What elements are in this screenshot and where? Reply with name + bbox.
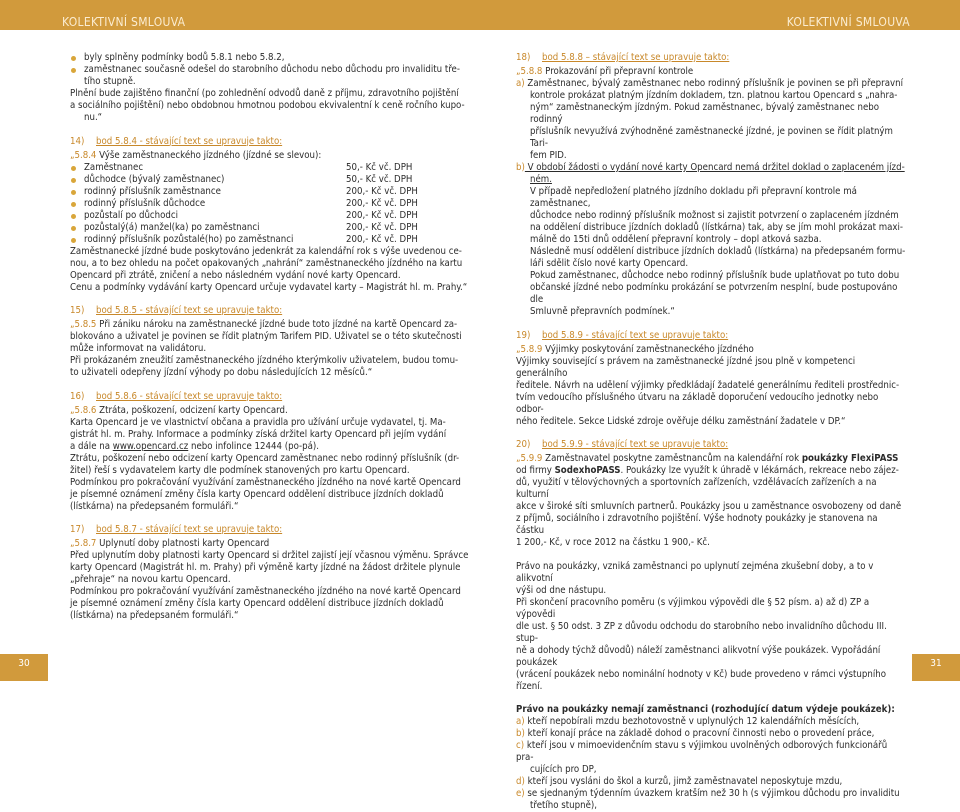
- body-text: může informovat na validátoru.: [70, 343, 207, 354]
- body-text: dů, využití v tělovýchovných a sportovních zařízeních, vzdělávacích zařízeních a na kulturní: [516, 477, 877, 500]
- list-item: d) kteří jsou vysláni do škol a kurzů, jimž zaměstnavatel neposkytuje mzdu,: [516, 776, 843, 787]
- page-number-left: 30: [0, 654, 48, 681]
- body-text: Opencard při ztrátě, zničení a nebo následném vydání nové karty Opencard.: [70, 269, 401, 281]
- header-title-right: KOLEKTIVNÍ SMLOUVA: [786, 15, 910, 29]
- body-text: blokováno a uživatel je povinen se řídit platným Tarifem PID. Uživatel se o této skutečnosti: [70, 331, 462, 342]
- body-text: ným“ zaměstnaneckým jízdným. Pokud zaměstnanec, bývalý zaměstnanec nebo rodinný: [530, 102, 880, 125]
- page-header: [0, 0, 960, 30]
- body-text: dle ust. § 50 odst. 3 ZP z důvodu odchodu do starobního nebo invalidního důchodu III. stup-: [516, 620, 887, 644]
- body-text: důchodce nebo rodinný příslušník možnost si zajistit potvrzení o zaplaceném jízdném: [530, 210, 899, 221]
- body-text: Karta Opencard je ve vlastnictví občana a pravidla pro užívání určuje vydavatel, tj. Ma-: [70, 416, 446, 428]
- body-text: Pokud zaměstnanec, důchodce nebo rodinný příslušník bude uplatňovat po tuto dobu: [530, 270, 900, 281]
- body-text: ného ředitele. Sekce Lidské zdroje ověřuje délku zaměstnání žadatele v DP.“: [516, 415, 846, 427]
- price-row: pozůstalí po důchodci 200,- Kč vč. DPH: [70, 210, 470, 222]
- body-text: Před uplynutím doby platnosti karty Opencard si držitel zajistí její včasnou výměnu. Správce: [70, 550, 469, 561]
- body-text: Právo na poukázky, vzniká zaměstnanci po uplynutí zejména zkušební doby, a to v alikvotní: [516, 560, 874, 584]
- list-item: e) se sjednaným týdenním úvazkem kratším než 30 h (s výjimkou důchodu pro invaliditu: [516, 788, 900, 799]
- body-text: Smluvně přepravních podmínek.“: [530, 306, 675, 317]
- intro-bullet: zaměstnanec současně odešel do starobního důchodu nebo důchodu pro invaliditu tře-: [70, 64, 470, 76]
- body-text: a) Zaměstnanec, bývalý zaměstnanec nebo rodinný příslušník je povinen se při přepravní: [516, 78, 903, 89]
- section-lead: „5.8.4 Výše zaměstnaneckého jízdného (jízdné se slevou):: [70, 149, 322, 161]
- body-text: (vrácení poukázek nebo nominální hodnoty v Kč) bude provedeno v rámci výstupního řízení.: [516, 668, 887, 692]
- body-text: láři sdělit číslo nové karty Opencard.: [530, 258, 689, 269]
- price-list: [70, 162, 470, 246]
- body-text: Při skončení pracovního poměru (s výjimkou výpovědi dle § 52 písm. a) až d) ZP a výpovědi: [516, 596, 870, 620]
- section-heading-17: 17) bod 5.8.7 - stávající text se upravuje takto:: [70, 524, 283, 535]
- intro-text: nu.“: [84, 112, 103, 123]
- body-text: ném.: [530, 174, 552, 185]
- list-item: b) kteří konají práce na základě dohod o pracovní činnosti nebo o provedení práce,: [516, 728, 875, 739]
- body-text: občanské jízdné nebo podmínku prokázání se potvrzením nesplní, bude postupováno dle: [530, 282, 898, 305]
- section-heading-20: 20) bod 5.9.9 - stávající text se upravuje takto:: [516, 439, 729, 450]
- section-lead: „5.8.9 Výjimky poskytování zaměstnaneckého jízdného: [516, 343, 754, 355]
- body-text: a dále na www.opencard.cz nebo infolince 12444 (po-pá).: [70, 440, 320, 452]
- body-text: V případě nepředložení platného jízdního dokladu při přepravní kontrole má zaměstnanec,: [530, 186, 857, 209]
- body-text-bold: Právo na poukázky nemají zaměstnanci (rozhodující datum výdeje poukázek):: [516, 704, 895, 715]
- body-text: Ztrátu, poškození nebo odcizení karty Opencard zaměstnanec nebo rodinný příslušník (dr-: [70, 452, 460, 464]
- body-text: je písemné oznámení změny čísla karty Opencard oddělení distribuce jízdních dokladů: [70, 488, 444, 500]
- body-text: kontrole prokázat platným jízdním dokladem, tzn. platnou kartou Opencard s „nahra-: [530, 90, 898, 101]
- body-text: výši od dne nástupu.: [516, 584, 607, 596]
- body-text: Podmínkou pro pokračování využívání zaměstnaneckého jízdného na nové kartě Opencard: [70, 586, 461, 597]
- body-text: je písemné oznámení změny čísla karty Opencard oddělení distribuce jízdních dokladů: [70, 598, 444, 609]
- body-text: Podmínkou pro pokračování využívání zaměstnaneckého jízdného na nové kartě Opencard: [70, 476, 461, 488]
- body-text: Výjimky související s právem na zaměstnanecké jízdné jsou plně v kompetenci generálního: [516, 355, 856, 379]
- body-text: Cenu a podmínky vydávání karty Opencard určuje vydavatel karty – Magistrát hl. m. Prahy.“: [70, 281, 468, 293]
- body-text: na oddělení distribuce jízdních dokladů (lístkárna) tak, aby se jím mohl prokázat maxi-: [530, 222, 904, 233]
- section-heading-19: 19) bod 5.8.9 - stávající text se upravuje takto:: [516, 329, 729, 341]
- section-lead: „5.8.6 Ztráta, poškození, odcizení karty Opencard.: [70, 404, 288, 416]
- section-lead: „5.9.9 Zaměstnavatel poskytne zaměstnancům na kalendářní rok poukázky FlexiPASS: [516, 453, 899, 464]
- body-text: akce v široké síti smluvních partnerů. Poukázky jsou u zaměstnance osvobozeny od daně: [516, 501, 902, 512]
- list-item: cujících pro DP,: [530, 764, 597, 775]
- body-text: fem PID.: [530, 150, 567, 161]
- price-row: Zaměstnanec 50,- Kč vč. DPH: [70, 162, 470, 174]
- opencard-link[interactable]: www.opencard.cz: [112, 440, 189, 452]
- list-item: c) kteří jsou v mimoevidenčním stavu s výjimkou uvolněných odborových funkcionářů pra-: [516, 740, 888, 763]
- body-text: Zaměstnanecké jízdné bude poskytováno jedenkrát za kalendářní rok s výše uvedenou ce-: [70, 245, 462, 257]
- body-text: příslušník nevyužívá zvýhodněné zaměstnanecké jízdné, je povinen se řídit platným Tari-: [530, 126, 893, 149]
- body-text: od firmy SodexhoPASS. Poukázky lze využít k úhradě v lékárnách, rekreace nebo zájez-: [516, 465, 899, 476]
- body-text: „přehraje“ na novou kartu Opencard.: [70, 574, 231, 585]
- body-text: nou, a to bez ohledu na počet opakovaných „nahrání“ zaměstnaneckého jízdného na kartu: [70, 257, 463, 269]
- body-text: ředitele. Návrh na udělení výjimky předkládají žadatelé generálnímu řediteli prostřednic-: [516, 379, 900, 391]
- body-text: to uživateli odepřeny jízdní výhody po dobu následujících 12 měsíců.“: [70, 367, 373, 378]
- body-text: málně do 15ti dnů oddělení přepravní kontroly – dopl atková sazba.: [530, 234, 822, 245]
- body-text: tvím vedoucího příslušného útvaru na základě doporučení vedoucího jednotky nebo odbor-: [516, 391, 879, 415]
- body-text: (lístkárna) na předepsaném formuláři.“: [70, 500, 239, 512]
- body-text: 1 200,- Kč, v roce 2012 na částku 1 900,- Kč.: [516, 537, 710, 548]
- list-item: třetího stupně),: [530, 800, 598, 811]
- body-text: z příjmů, sociálního i zdravotního pojištění. Výše hodnoty poukázky je stanovena na částku: [516, 513, 878, 536]
- intro-text: Plnění bude zajištěno finanční (po zohlednění odvodů daně z příjmu, zdravotního pojištění: [70, 88, 459, 99]
- section-heading-18: 18) bod 5.8.8 – stávající text se upravuje takto:: [516, 52, 730, 63]
- section-lead: „5.8.5 Při zániku nároku na zaměstnanecké jízdné bude toto jízdné na kartě Opencard za-: [70, 319, 458, 330]
- price-row: rodinný příslušník pozůstalé(ho) po zaměstnanci 200,- Kč vč. DPH: [70, 234, 470, 246]
- page-number-right: 31: [912, 654, 960, 681]
- body-text: b) V období žádosti o vydání nové karty Opencard nemá držitel doklad o zaplaceném jízd-: [516, 162, 905, 173]
- price-row: rodinný příslušník zaměstnance 200,- Kč vč. DPH: [70, 186, 470, 198]
- section-heading-14: 14) bod 5.8.4 - stávající text se upravuje takto:: [70, 135, 283, 147]
- body-text: karty Opencard (Magistrát hl. m. Prahy) při výměně karty jízdné na žádost držitele plynule: [70, 562, 461, 573]
- intro-text: a sociálního pojištění) nebo obdobnou hmotnou podobou ekvivalentní k ceně ročního kupo-: [70, 100, 465, 111]
- body-text: žitel) řeší s vydavatelem karty dle podmínek stanovených pro kartu Opencard.: [70, 464, 410, 476]
- body-text: Při prokázaném zneužití zaměstnaneckého jízdného kterýmkoliv uživatelem, budou tomu-: [70, 355, 459, 366]
- section-heading-15: 15) bod 5.8.5 - stávající text se upravuje takto:: [70, 305, 283, 316]
- body-text: Následně musí oddělení distribuce jízdních dokladů (lístkárna) na předepsaném formu-: [530, 246, 906, 257]
- body-text: (lístkárna) na předepsaném formuláři.“: [70, 610, 239, 621]
- section-lead: „5.8.8 Prokazování při přepravní kontrole: [516, 66, 694, 77]
- price-row: důchodce (bývalý zaměstnanec) 50,- Kč vč. DPH: [70, 174, 470, 186]
- intro-bullet: byly splněny podmínky bodů 5.8.1 nebo 5.8.2,: [70, 52, 470, 64]
- price-row: pozůstalý(á) manžel(ka) po zaměstnanci 200,- Kč vč. DPH: [70, 222, 470, 234]
- left-column: [70, 52, 470, 622]
- price-row: rodinný příslušník důchodce 200,- Kč vč. DPH: [70, 198, 470, 210]
- header-title-left: KOLEKTIVNÍ SMLOUVA: [62, 15, 186, 29]
- section-heading-16: 16) bod 5.8.6 - stávající text se upravuje takto:: [70, 390, 283, 402]
- page-footer: [0, 654, 960, 681]
- body-text: gistrát hl. m. Prahy. Informace a podmínky získá držitel karty Opencard při jejím vydání: [70, 428, 447, 440]
- body-text: ně a dohody týchž důvodů) náleží zaměstnanci alikvotní výše poukázek. Vypořádání poukázek: [516, 644, 881, 668]
- section-lead: „5.8.7 Uplynutí doby platnosti karty Opencard: [70, 538, 270, 549]
- intro-bullet-cont: tího stupně.: [84, 76, 136, 87]
- right-column: [516, 52, 906, 812]
- list-item: a) kteří nepobírali mzdu bezhotovostně v uplynulých 12 kalendářních měsících,: [516, 716, 860, 727]
